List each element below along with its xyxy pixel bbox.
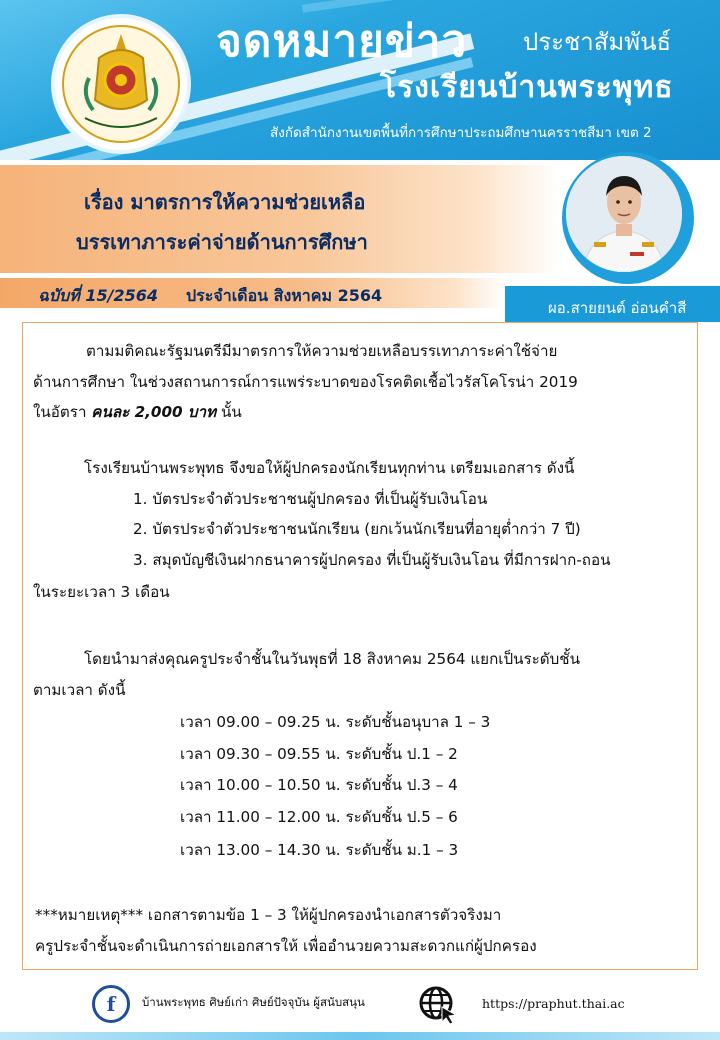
globe-cursor-icon[interactable] [418, 985, 458, 1025]
schedule-row: เวลา 11.00 – 12.00 น. ระดับชั้น ป.5 – 6 [180, 808, 458, 826]
issue-number: ฉบับที่ 15/2564 [38, 286, 158, 305]
facebook-page-name[interactable]: บ้านพระพุทธ ศิษย์เก่า ศิษย์ปัจจุบัน ผู้สนับสนุน [142, 995, 365, 1009]
director-name: ผอ.สายยนต์ อ่อนคำสี [548, 299, 687, 317]
note-line-1: ***หมายเหตุ*** เอกสารตามข้อ 1 – 3 ให้ผู้ปกครองนำเอกสารตัวจริงมา [35, 906, 502, 924]
document-item: 3. สมุดบัญชีเงินฝากธนาคารผู้ปกครอง ที่เป็นผู้รับเงินโอน ที่มีการฝาก-ถอน [133, 551, 611, 569]
paragraph-2-intro: โรงเรียนบ้านพระพุทธ จึงขอให้ผู้ปกครองนักเรียนทุกท่าน เตรียมเอกสาร ดังนี้ [84, 459, 575, 477]
newsletter-title: จดหมายข่าว [216, 16, 468, 67]
paragraph-3-line-1: โดยนำมาส่งคุณครูประจำชั้นในวันพุธที่ 18 สิงหาคม 2564 แยกเป็นระดับชั้น [84, 650, 580, 668]
newsletter-subtitle: ประชาสัมพันธ์ [523, 28, 672, 56]
note-line-2: ครูประจำชั้นจะดำเนินการถ่ายเอกสารให้ เพื่ออำนวยความสะดวกแก่ผู้ปกครอง [35, 937, 537, 955]
schedule-row: เวลา 09.30 – 09.55 น. ระดับชั้น ป.1 – 2 [180, 745, 458, 763]
document-item: 1. บัตรประจำตัวประชาชนผู้ปกครอง ที่เป็นผู้รับเงินโอน [133, 490, 488, 508]
document-item-continuation: ในระยะเวลา 3 เดือน [33, 583, 170, 601]
facebook-glyph: f [106, 992, 116, 1016]
school-emblem-icon [55, 18, 187, 150]
document-item: 2. บัตรประจำตัวประชาชนนักเรียน (ยกเว้นนักเรียนที่อายุต่ำกว่า 7 ปี) [133, 520, 581, 538]
school-name: โรงเรียนบ้านพระพุทธ [380, 70, 674, 105]
paragraph-1-line-1: ตามมติคณะรัฐมนตรีมีมาตรการให้ความช่วยเหลือบรรเทาภาระค่าใช้จ่าย [86, 342, 558, 360]
rate-amount: คนละ 2,000 บาท [91, 403, 217, 421]
paragraph-1-line-3 [33, 400, 242, 424]
schedule-row: เวลา 09.00 – 09.25 น. ระดับชั้นอนุบาล 1 – 3 [180, 713, 491, 731]
website-link[interactable]: https://praphut.thai.ac [482, 996, 625, 1011]
rate-prefix: ในอัตรา [33, 403, 87, 421]
subject-line-1: เรื่อง มาตรการให้ความช่วยเหลือ [84, 190, 366, 214]
affiliation-text: สังกัดสำนักงานเขตพื้นที่การศึกษาประถมศึกษานครราชสีมา เขต 2 [270, 125, 652, 141]
director-photo-frame [562, 152, 694, 284]
schedule-row: เวลา 10.00 – 10.50 น. ระดับชั้น ป.3 – 4 [180, 776, 458, 794]
paragraph-3-line-2: ตามเวลา ดังนี้ [33, 681, 126, 699]
schedule-row: เวลา 13.00 – 14.30 น. ระดับชั้น ม.1 – 3 [180, 841, 459, 859]
rate-suffix: นั้น [220, 403, 242, 421]
paragraph-1-line-2: ด้านการศึกษา ในช่วงสถานการณ์การแพร่ระบาดของโรคติดเชื้อไวรัสโคโรน่า 2019 [33, 373, 578, 391]
footer-accent-line [0, 1032, 720, 1040]
subject-line-2: บรรเทาภาระค่าจ่ายด้านการศึกษา [76, 230, 368, 254]
director-photo [566, 156, 682, 272]
issue-month: ประจำเดือน สิงหาคม 2564 [186, 286, 383, 305]
facebook-icon[interactable] [92, 985, 130, 1023]
